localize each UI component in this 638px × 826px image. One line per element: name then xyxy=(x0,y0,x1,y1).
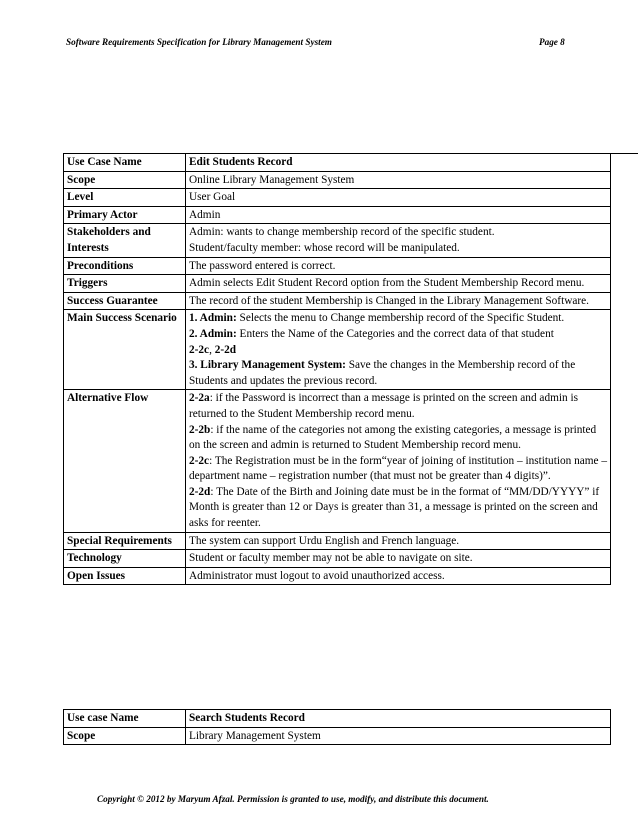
row-key: Triggers xyxy=(64,275,186,293)
row-key: Use Case Name xyxy=(64,154,186,172)
row-value xyxy=(186,310,611,390)
step-ref: 2-2c xyxy=(189,343,210,356)
row-value: Search Students Record xyxy=(186,710,611,728)
row-key: Level xyxy=(64,189,186,207)
row-key: Scope xyxy=(64,171,186,189)
alt-flow-item xyxy=(189,454,608,485)
table-edge-line xyxy=(611,153,638,154)
table-row xyxy=(64,727,611,745)
alt-flow-label: 2-2b xyxy=(189,423,211,436)
scenario-step xyxy=(189,311,608,327)
row-value: User Goal xyxy=(186,189,611,207)
step-text: Save the changes in the Membership record of the Students and updates the previous record. xyxy=(189,359,576,387)
scenario-step xyxy=(189,358,608,389)
step-text: Selects the menu to Change membership record of the Specific Student. xyxy=(236,312,565,325)
alt-flow-label: 2-2c xyxy=(189,454,210,467)
row-key: Scope xyxy=(64,727,186,745)
alt-flow-item xyxy=(189,423,608,454)
table-row xyxy=(64,275,611,293)
page-number: Page 8 xyxy=(539,37,565,47)
row-key: Special Requirements xyxy=(64,532,186,550)
row-value: The record of the student Membership is Changed in the Library Management Software. xyxy=(186,292,611,310)
table-row xyxy=(64,532,611,550)
row-key: Open Issues xyxy=(64,567,186,585)
step-label: 2. Admin: xyxy=(189,327,237,340)
row-value xyxy=(186,390,611,532)
table-row xyxy=(64,206,611,224)
row-key: Main Success Scenario xyxy=(64,310,186,390)
alt-flow-label: 2-2a xyxy=(189,392,210,405)
row-key: Use case Name xyxy=(64,710,186,728)
alt-flow-text: : if the name of the categories not among the existing categories, a message is printed on the screen and admin is returned to Student Membership record menu. xyxy=(189,423,597,452)
alt-flow-label: 2-2d xyxy=(189,485,211,498)
row-value xyxy=(186,224,611,257)
row-value: Online Library Management System xyxy=(186,171,611,189)
row-value: The password entered is correct. xyxy=(186,257,611,275)
table-row xyxy=(64,257,611,275)
table-row xyxy=(64,567,611,585)
table-row xyxy=(64,292,611,310)
stakeholder-line: Admin: wants to change membership record of the specific student. xyxy=(189,226,495,239)
step-text: Enters the Name of the Categories and the correct data of that student xyxy=(236,327,554,340)
step-label: 1. Admin: xyxy=(189,312,237,325)
scenario-step xyxy=(189,327,608,358)
step-ref-sep: , xyxy=(209,343,215,356)
row-key: Technology xyxy=(64,550,186,568)
alt-flow-item xyxy=(189,391,608,422)
table-row xyxy=(64,550,611,568)
row-value: Admin selects Edit Student Record option from the Student Membership Record menu. xyxy=(186,275,611,293)
row-value: Administrator must logout to avoid unauthorized access. xyxy=(186,567,611,585)
use-case-table-edit-students-record xyxy=(63,153,611,585)
table-row xyxy=(64,171,611,189)
table-row xyxy=(64,189,611,207)
row-value: Edit Students Record xyxy=(186,154,611,172)
use-case-table-search-students-record xyxy=(63,709,611,745)
table-row xyxy=(64,310,611,390)
alt-flow-item xyxy=(189,485,608,532)
row-value: Admin xyxy=(186,206,611,224)
row-value: Student or faculty member may not be able to navigate on site. xyxy=(186,550,611,568)
stakeholder-line: Student/faculty member: whose record will be manipulated. xyxy=(189,241,460,254)
alt-flow-text: : if the Password is incorrect than a message is printed on the screen and admin is returned to the Student Membership record menu. xyxy=(189,392,579,420)
step-label: 3. Library Management System: xyxy=(189,359,346,372)
table-row xyxy=(64,390,611,532)
row-key: Success Guarantee xyxy=(64,292,186,310)
row-value: The system can support Urdu English and French language. xyxy=(186,532,611,550)
document-header-title: Software Requirements Specification for Library Management System xyxy=(66,37,332,47)
copyright-footer: Copyright © 2012 by Maryum Afzal. Permission is granted to use, modify, and distribute this document. xyxy=(97,794,489,804)
row-key: Stakeholders and Interests xyxy=(64,224,186,257)
row-key: Preconditions xyxy=(64,257,186,275)
alt-flow-text: : The Date of the Birth and Joining date must be in the format of “MM/DD/YYYY” if Month is greater than 12 or Days is greater than 31, a message is printed on the screen and asks for reenter. xyxy=(189,485,600,530)
table-row xyxy=(64,224,611,257)
row-key: Primary Actor xyxy=(64,206,186,224)
row-value: Library Management System xyxy=(186,727,611,745)
table-row xyxy=(64,710,611,728)
step-ref: 2-2d xyxy=(214,343,237,356)
table-row xyxy=(64,154,611,172)
row-key: Alternative Flow xyxy=(64,390,186,532)
alt-flow-text: : The Registration must be in the form“year of joining of institution – institution name – department name – registration number (that must not be greater than 4 digits)”. xyxy=(189,454,608,483)
